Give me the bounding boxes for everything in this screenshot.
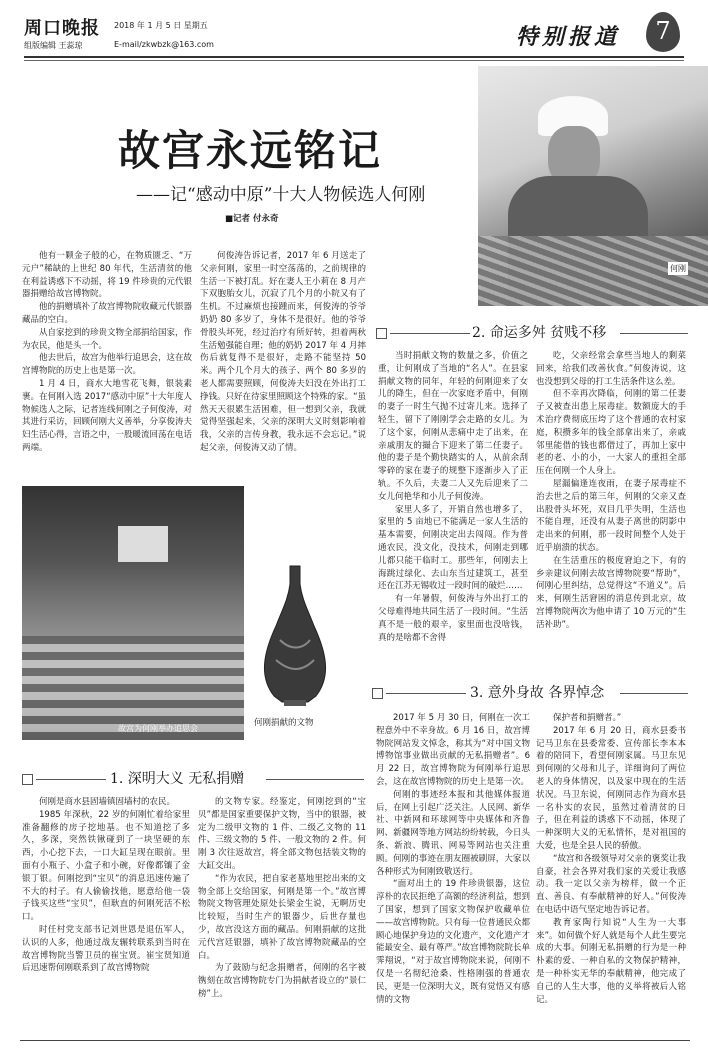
byline: ■记者 付永奇 [225, 214, 279, 224]
paragraph: 的文物专家。经鉴定，何刚挖到的“宝贝”都是国家重要保护文物，当中的银器，被定为二级甲文物的 1 件、二级乙文物的 11 件、三级文物的 5 件、一般文物的 2 件。何刚 3 次往返故宫，将全部文物包括装文物的大缸交出。 [198, 797, 366, 871]
headline: 故宫永远铭记 [118, 126, 383, 175]
section-2-column-right [536, 350, 686, 632]
paragraph: 2017 年 6 月 20 日，商水县委书记马卫东在县委常委、宣传部长李本本着的陪同下，看望何刚家属。马卫东见到何刚的父母和儿子，详细询问了两位老人的身体情况，以及家中现在的生活状况。马卫东说，何刚同志作为商水县一名朴实的农民，虽然过着清贫的日子，但在利益的诱惑下不动摇，体现了一种深明大义的无私情怀，是对祖国的大爱，也是全县人民的骄傲。 [536, 725, 686, 851]
section-title: 特别报道 [516, 24, 621, 50]
section-3-title: 3. 意外身故 各界悼念 [470, 685, 605, 701]
paragraph: 教育家陶行知说“人生为一大事来”。如何做个好人就是每个人此生要完成的大事。何刚无私捐赠的行为是一种朴素的爱、一种自私的文物保护精神，是一种朴实无华的奉献精神，他完成了自己的人生大事，他的义举将被后人铭记。 [536, 917, 686, 1005]
portrait-caption: 何刚 [670, 264, 686, 273]
intro-column-left [22, 250, 192, 455]
vase-photo [250, 560, 340, 708]
paragraph: “故宫和各级领导对父亲的褒奖让我自豪，社会各界对我们家的关爱让我感动。我一定以父亲为榜样，做一个正直、善良、有奉献精神的好人。”何俊涛在电话中语气坚定地告诉记者。 [536, 853, 686, 915]
masthead [24, 12, 684, 70]
paragraph: 吃，父亲经常会拿些当地人的剩菜回来，给我们改善伙食。”何俊涛说，这也没想到父母的打工生活条件这么差。 [536, 351, 686, 387]
bottom-rule [20, 1040, 690, 1041]
paragraph: 当时捐献文物的数量之多，价值之重，让何刚成了当地的“名人”。在县家捐献文物的同年，年轻的何刚迎来了女儿的降生，但在一次家庭矛盾中，何刚的妻子一时生气抛不过寄儿来。选择了轻生，留下了刚刚学会走路的女儿。为了这个家，何刚从悲痛中走了出来，在亲戚朋友的撮合下迎来了第二任妻子。他的妻子是个勤快踏实的人，从前余刮零碎的家在妻子的规整下逐渐步入了正轨。不久后，夫妻二人又先后迎来了二女儿何艳华和小儿子何俊涛。 [378, 351, 528, 502]
paragraph: 为了鼓励与纪念捐赠者，何刚的名字被镌刻在故宫博物院专门为捐献者设立的“景仁榜”上。 [198, 963, 366, 999]
paragraph: “作为农民，把自家老墓地里挖出来的文物全部上交给国家，何刚是第一个。”故宫博物院文物管理处原处长梁金生说，无啊历史比较短，当时生产的银器少，后世存量也少，故宫没这方面的藏品。何刚捐献的这批元代宫廷银器，填补了故宫博物院藏品的空白。 [198, 873, 366, 961]
section-1-title: 1. 深明大义 无私捐赠 [110, 771, 245, 787]
section-rule [390, 333, 470, 334]
paragraph: 何刚是商水县固墙镇固墙村的农民。 [39, 797, 176, 807]
paragraph: 何刚的事迹经本报和其他媒体报道后，在网上引起广泛关注。人民网、新华社、中新网和环球网等中央媒体和齐鲁网、新疆网等地方网站纷纷转载，今日头条、新浪、腾讯、网易等网站也关注重顾。何刚的事迹在朋友圈被刷屏，大家以各种形式为何刚致敬送行。 [376, 789, 530, 877]
section-marker [372, 688, 383, 699]
layout-editor: 组版编辑 王蕊琼 [24, 41, 83, 50]
masthead-rule [24, 56, 684, 58]
paragraph: 但不幸再次降临，何刚的第二任妻子又被查出患上尿毒症。数额庞大的手术治疗费彻底压垮了这个普通的农村家庭，积攒多年的钱全部拿出来了，亲戚邻里能借的钱也都借过了，再加上家中老的老、小的小，一大家人的重担全部压在何刚一个人身上。 [536, 389, 686, 477]
paragraph: 1985 年深秋，22 岁的何刚忙着给家里准备翻修的房子挖地基。也不知道挖了多久，多深，突然铁锹碰到了一块坚硬的东西，小心挖下去，一口大缸呈现在眼前。里面有小瓶子、小盒子和小碗，好像都镶了金银丁银。何刚挖到“宝贝”的消息迅速传遍了不大的村子。有人偷偷找他，愿意给他一袋子钱买这些“宝贝”，但耿直的何刚死活不松口。 [22, 809, 190, 923]
paragraph: 何俊涛告诉记者，2017 年 6 月送走了父亲何刚，家里一时空荡荡的，之前规律的生活一下被打乱。好在妻人王小莉在 8 月产下双胞胎女儿，沉寂了几个月的小院又有了生机。不过麻烦也接踵而来，何俊涛的爷爷奶奶 80 多岁了，身体不是很好。他的爷爷骨股头坏死，经过治疗有所好转，担着两秋生活勉强能自理；他的奶奶 2017 年 4 月摔伤后就复得不是很好，走路不能坚持 50 米。两个几个月大的孩子、两个 80 多岁的老人都需要照顾，何俊涛夫妇没在外出打工挣钱。只好在待家里照顾这个特殊的家。“虽然天天很累生活困难，但一想到父亲，我就觉得坚强起来，父亲的深明大义时刻影响着我，父亲的言传身教，我永远不会忘记。”说起父亲，何俊涛又动了情。 [200, 251, 366, 453]
memorial-meeting-caption: 故宫为何刚举办追思会 [118, 724, 198, 733]
paragraph: 他去世后，故宫为他举行追思会，这在故宫博物院的历史上也是第一次。 [22, 353, 193, 377]
paragraph: “面对出土的 19 件珍贵银器，这位淳朴的农民拒绝了高额的经济利益，想到了国家，想到了国家文物保护收藏单位——故宫博物院。只有每一位普通民众都顾心地保护身边的文化遗产，文化遗产才能最安全、最有尊严。”故宫博物院院长单霁翔说，“对于故宫博物院来说，何刚不仅是一名彻纪沧桑、性格刚强的普通农民，更是一位深明大义，既有觉悟又有感情的文物 [376, 879, 530, 1005]
subheadline: ——记“感动中原”十大人物候选人何刚 [136, 185, 426, 205]
paragraph: 屋漏偏逢连夜雨，在妻子尿毒症不治去世之后的第三年，何刚的父亲又查出股骨头坏死，双目几乎失明，生活也不能自理，还没有从妻子离世的阴影中走出来的何刚，那一段时间整个人处于近乎崩溃的状态。 [536, 478, 686, 553]
section-1-column-mid [198, 796, 366, 1001]
section-marker [376, 328, 387, 339]
vase-caption: 何刚捐献的文物 [254, 718, 314, 728]
paragraph: 家里人多了，开销自然也增多了，家里的 5 亩地已不能满足一家人生活的基本需要，何刚决定出去闯闯。作为普通农民，没文化，没技术，何刚走到哪儿都只能干临时工。那些年，何刚去上海跳过绿化、去山东当过建筑工，甚至还在江苏无锡收过一段时间的破烂…… [378, 504, 528, 592]
paragraph: 1 月 4 日，商水大地雪花飞舞，银装素裹。在何刚入选 2017“感动中原”十大年度人物候选人之际，记者连线何刚之子何俊涛，对其进行采访，回顾何刚大义善举，分享俊涛夫妇生活心得，言语之中，一股暖流回荡在电话两端。 [22, 378, 193, 453]
dateline: 2018 年 1 月 5 日 星期五 [114, 21, 208, 30]
paragraph: 2017 年 5 月 30 日，何刚在一次工程意外中不幸身故。6 月 16 日，故宫博物院网站发文悼念，称其为“对中国文物博物馆事业做出贡献的无私捐赠者”。6 月 22 日，故宫博物院为何刚举行追思会，这在故宫博物院的历史上是第一次。 [376, 713, 530, 787]
newspaper-brand: 周口晚报 [24, 18, 100, 39]
section-2-title: 2. 命运多舛 贫贱不移 [472, 325, 607, 341]
section-2-column-left [378, 350, 528, 644]
section-marker [22, 774, 33, 785]
section-rule [266, 779, 364, 780]
section-3-column-left [376, 712, 530, 1006]
section-rule [386, 693, 466, 694]
editor-email: E-mail/zkwbzk@163.com [114, 40, 214, 49]
section-rule [620, 693, 688, 694]
paragraph: 从自家挖到的珍贵文物全部捐给国家，作为农民，他是头一个。 [22, 327, 193, 351]
paragraph: 他的捐赠填补了故宫博物院收藏元代银器藏品的空白。 [22, 302, 193, 325]
intro-column-mid [200, 250, 366, 455]
masthead-rule-thin [24, 60, 684, 61]
section-rule [36, 779, 106, 780]
paragraph: 在生活重压的极度窘迫之下，有的乡亲建议何刚去故宫博物院要“帮助”，何刚心里纠结，总觉得这“不道义”。后来，何刚生活窘困的消息传到北京，故宫博物院两次为他申请了 10 万元的“生活补助”。 [536, 555, 686, 630]
paragraph: 时任村党支部书记刘世恩是退伍军人，认识的人多，他通过战友辗转联系到当时在故宫博物院当警卫员的崔宝贤。崔宝贤知道后迅速帮何刚联系到了故宫博物院 [22, 924, 190, 974]
section-1-column-left [22, 796, 190, 975]
section-rule [620, 333, 688, 334]
paragraph: 保护者和捐赠者。” [553, 713, 622, 723]
page-number: 7 [646, 12, 680, 52]
paragraph: 有一年暑假，何俊涛与外出打工的父母难得地共同生活了一段时间。“生活真不是一般的艰辛，家里面也没啥钱，真的是啥都不舍得 [378, 594, 528, 643]
section-3-column-right [536, 712, 686, 1006]
paragraph: 他有一颗金子般的心，在物质匮乏、“万元户”稀缺的上世纪 80 年代，生活清贫的他在利益诱惑下不动摇，将 19 件珍贵的元代银器捐赠给故宫博物院。 [22, 251, 192, 300]
memorial-meeting-photo [22, 486, 244, 740]
